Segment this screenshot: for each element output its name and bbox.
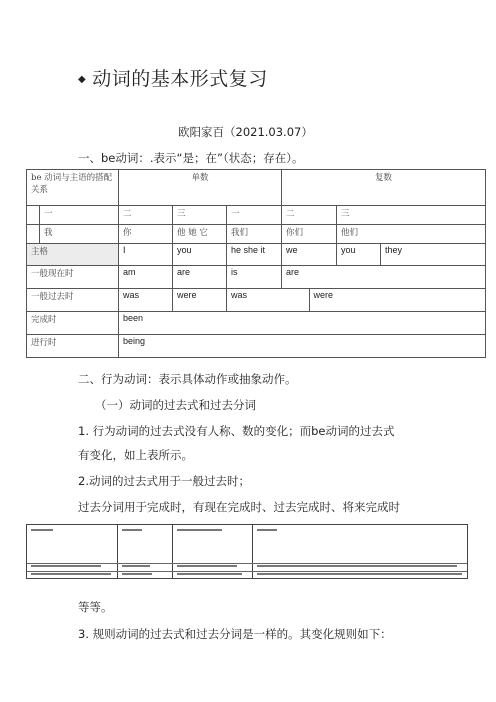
diamond-bullet-icon: ◆ <box>78 74 87 85</box>
present-cell: am <box>119 266 173 289</box>
illegible-text <box>31 529 53 531</box>
past-cell: was <box>119 289 173 312</box>
table-divider <box>27 571 467 572</box>
table-row <box>27 312 486 335</box>
pronoun-cell: 他们 <box>337 225 486 244</box>
page-title: ◆ 动词的基本形式复习 <box>78 68 268 90</box>
compressed-table-image <box>26 524 468 579</box>
illegible-text <box>177 529 222 531</box>
person-cell: 一 <box>227 206 282 225</box>
illegible-text <box>257 565 457 567</box>
header-left-cell: be 动词与主语的搭配关系 <box>27 170 119 206</box>
illegible-text <box>31 573 111 575</box>
present-cell: are <box>282 266 486 289</box>
table-row <box>27 289 486 312</box>
progressive-cell: being <box>119 335 486 358</box>
pronoun-cell: 我们 <box>227 225 282 244</box>
plural-header: 复数 <box>282 170 486 206</box>
past-cell: were <box>173 289 227 312</box>
past-cell: were <box>309 289 486 312</box>
person-cell: 一 <box>40 206 119 225</box>
subject-label: 主格 <box>27 244 119 266</box>
section-heading-be: 一、be动词：.表示“是；在”（状态；存在）。 <box>78 151 304 165</box>
paragraph-line: 等等。 <box>78 600 113 614</box>
illegible-text <box>177 565 237 567</box>
illegible-text <box>257 529 277 531</box>
paragraph-line: 3. 规则动词的过去式和过去分词是一样的。其变化规则如下： <box>78 627 392 641</box>
subject-cell: I <box>119 244 173 266</box>
paragraph-line: 过去分词用于完成时，有现在完成时、过去完成时、将来完成时 <box>78 500 400 514</box>
pronoun-cell: 他 她 它 <box>173 225 227 244</box>
table-row <box>27 335 486 358</box>
present-cell: is <box>227 266 282 289</box>
progressive-label: 进行时 <box>27 335 119 358</box>
person-cell: 三 <box>337 206 486 225</box>
subject-cell: you <box>173 244 227 266</box>
author-line: 欧阳家百（2021.03.07） <box>178 125 313 139</box>
illegible-text <box>31 565 101 567</box>
subject-cell: he she it <box>227 244 282 266</box>
illegible-text <box>177 573 242 575</box>
paragraph-line: 1. 行为动词的过去式没有人称、数的变化；而be动词的过去式 <box>78 424 395 438</box>
pronoun-cell: 我 <box>40 225 119 244</box>
blank-cell <box>27 206 40 225</box>
table-row <box>27 170 486 206</box>
illegible-text <box>257 573 462 575</box>
illegible-text <box>122 565 150 567</box>
table-row <box>27 206 486 225</box>
table-row <box>27 225 486 244</box>
table-divider <box>27 563 467 564</box>
person-cell: 三 <box>173 206 227 225</box>
past-cell: was <box>227 289 310 312</box>
paragraph-line: 有变化，如上表所示。 <box>78 448 193 462</box>
present-cell: are <box>173 266 227 289</box>
person-cell: 二 <box>119 206 173 225</box>
section-heading-action-verbs: 二、行为动词：表示具体动作或抽象动作。 <box>78 372 297 386</box>
illegible-text <box>122 529 142 531</box>
person-cell: 二 <box>282 206 337 225</box>
blank-cell <box>27 225 40 244</box>
paragraph-line: 2.动词的过去式用于一般过去时； <box>78 474 250 488</box>
illegible-text <box>122 573 152 575</box>
table-row <box>27 266 486 289</box>
pronoun-cell: 你 <box>119 225 173 244</box>
table-row <box>27 244 486 266</box>
subject-cell: you <box>337 244 381 266</box>
subject-cell: we <box>282 244 337 266</box>
perfect-label: 完成时 <box>27 312 119 335</box>
singular-header: 单数 <box>119 170 282 206</box>
be-verb-table <box>26 169 486 358</box>
subsection-heading: （一）动词的过去式和过去分词 <box>95 398 256 412</box>
subject-cell: they <box>381 244 486 266</box>
present-label: 一般现在时 <box>27 266 119 289</box>
pronoun-cell: 你们 <box>282 225 337 244</box>
past-label: 一般过去时 <box>27 289 119 312</box>
perfect-cell: been <box>119 312 486 335</box>
